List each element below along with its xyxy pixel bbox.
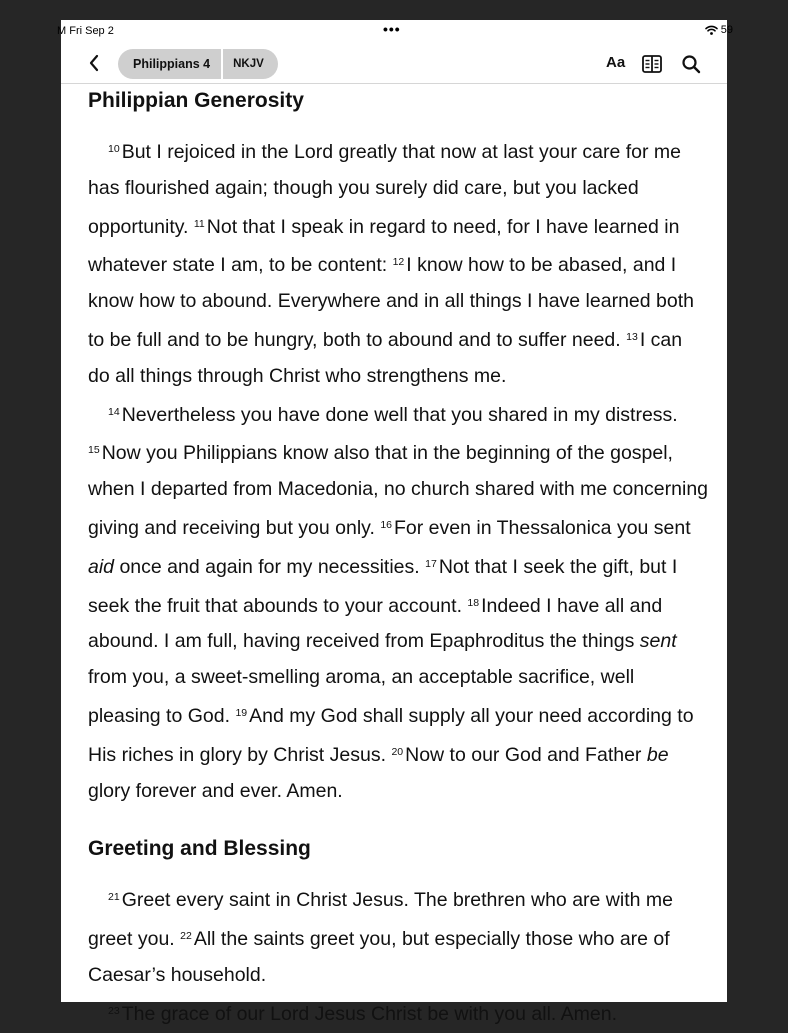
status-bar [57, 20, 733, 44]
verse-text[interactable]: from you, a sweet-smelling aroma, an acceptable sacrifice, well pleasing to God. [88, 666, 635, 727]
verse-text[interactable]: Nevertheless you have done well that you shared in my distress. [121, 403, 678, 426]
battery-percent: 59 [720, 24, 733, 36]
verse-text[interactable]: Greet every saint in Christ Jesus. The brethren who are with me greet you. [88, 889, 673, 951]
verse-italic-text[interactable]: sent [639, 630, 677, 653]
verse-number[interactable]: 14 [108, 405, 120, 418]
navigation-bar [61, 44, 727, 84]
verse-text[interactable]: I know how to be abased, and I know how to abound. Everywhere and in all things I have learned both to be full and to be hungry, both to abound and to suffer need. [88, 254, 694, 351]
verse-text[interactable]: Now you Philippians know also that in the beginning of the gospel, when I departed from Macedonia, no church shared with me concerning giving and receiving but you only. [88, 442, 709, 539]
verse-number[interactable]: 22 [180, 930, 192, 943]
verse-number[interactable]: 12 [392, 256, 405, 269]
verse-text[interactable]: once and again for my necessities. [114, 555, 420, 578]
verse-text[interactable]: glory forever and ever. Amen. [88, 779, 343, 802]
verse-number[interactable]: 19 [235, 706, 248, 719]
verse-text[interactable]: But I rejoiced in the Lord greatly that now at last your care for me has flourished again; though you surely did care, but you lacked opportunity. [88, 141, 681, 238]
verse-number[interactable]: 16 [380, 518, 393, 531]
verse-text[interactable]: I can do all things through Christ who strengthens me. [88, 328, 683, 387]
chevron-left-icon [88, 54, 100, 72]
verse-number[interactable]: 11 [193, 217, 205, 230]
text-settings-button[interactable]: Aa [606, 54, 626, 71]
search-icon[interactable] [680, 53, 702, 75]
passage-selector [118, 49, 278, 79]
verse-number[interactable]: 23 [108, 1004, 120, 1017]
heading-spacer [88, 864, 708, 880]
paragraph [88, 994, 708, 1033]
paragraph [88, 132, 708, 395]
verse-text[interactable]: The grace of our Lord Jesus Christ be with you all. Amen. [121, 1002, 618, 1025]
verse-text[interactable]: Not that I speak in regard to need, for I have learned in whatever state I am, to be content: [88, 215, 680, 277]
chapter-content [88, 86, 708, 1033]
verse-text[interactable]: For even in Thessalonica you sent [394, 516, 691, 539]
back-button[interactable] [83, 52, 105, 74]
version-button[interactable]: NKJV [233, 58, 264, 70]
status-time: M Fri Sep 2 [57, 25, 114, 37]
verse-number[interactable]: 21 [108, 891, 120, 904]
verse-number[interactable]: 18 [467, 596, 480, 609]
verse-text[interactable]: All the saints greet you, but especially those who are of Caesar’s household. [88, 928, 670, 986]
verse-number[interactable]: 13 [626, 330, 638, 343]
verse-text[interactable]: Indeed I have all and abound. I am full, having received from Epaphroditus the things [88, 594, 663, 653]
paragraph [88, 880, 708, 993]
multitasking-dots-icon[interactable]: ••• [383, 21, 401, 37]
reader-screen [57, 20, 733, 1025]
verse-number[interactable]: 20 [391, 745, 404, 758]
section-heading: Greeting and Blessing [88, 837, 311, 861]
paragraph [88, 395, 708, 810]
book-chapter-button[interactable]: Philippians 4 [133, 57, 211, 71]
status-right [705, 24, 733, 36]
section-heading: Philippian Generosity [88, 89, 304, 112]
wifi-icon [705, 25, 718, 35]
section-spacer [88, 809, 708, 834]
verse-number[interactable]: 10 [108, 143, 120, 155]
verse-number[interactable]: 15 [88, 444, 100, 457]
parallel-view-icon[interactable] [641, 53, 663, 75]
verse-text[interactable]: Not that I seek the gift, but I seek the fruit that abounds to your account. [88, 555, 678, 617]
verse-number[interactable]: 17 [425, 557, 437, 570]
verse-text[interactable]: Now to our God and Father [405, 743, 647, 766]
heading-spacer [88, 116, 708, 132]
verse-italic-text[interactable]: be [646, 743, 669, 766]
verse-italic-text[interactable]: aid [88, 555, 115, 578]
verse-text[interactable]: And my God shall supply all your need according to His riches in glory by Christ Jesus. [88, 704, 694, 766]
